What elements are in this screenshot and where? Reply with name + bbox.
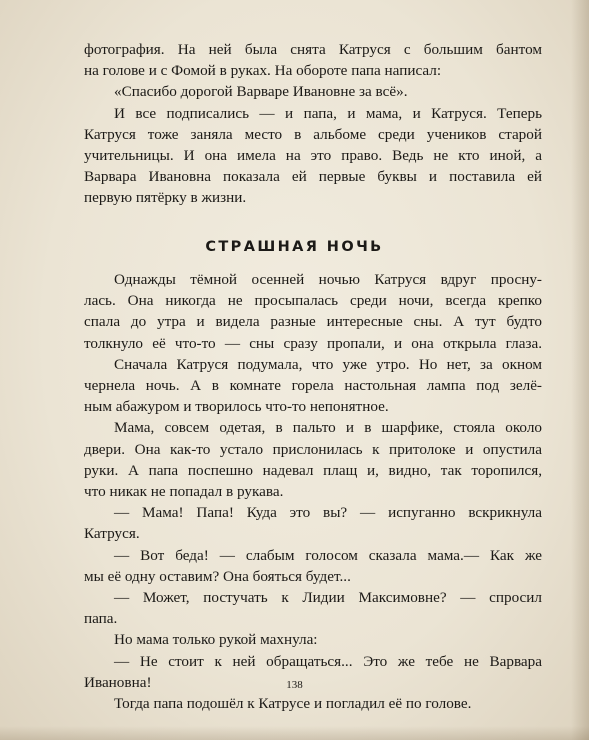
page-edge-shadow [571, 0, 589, 740]
text-line: Ивановна! [84, 673, 152, 691]
text-line: ным абажуром и творилось что-то непонятное. [84, 398, 389, 416]
text-line: «Спасибо дорогой Варваре Ивановне за всё». [114, 83, 408, 101]
text-line: фотография. На ней была снята Катруся с большим бантом [84, 41, 542, 58]
text-line: лась. Она никогда не просыпалась среди ночи, всегда крепко [84, 292, 542, 310]
page-number: 138 [286, 679, 303, 691]
page-bottom-shadow [0, 726, 589, 740]
text-line: — Может, постучать к Лидии Максимовне? — спросил [114, 589, 542, 607]
text-line: Мама, совсем одетая, в пальто и в шарфике, стояла около [114, 419, 542, 437]
text-line: — Мама! Папа! Куда это вы? — испуганно вскрикнула [114, 504, 542, 522]
chapter-title: СТРАШНАЯ НОЧЬ [205, 239, 384, 255]
text-line: чернела ночь. А в комнате горела настольная лампа под зелё- [84, 377, 542, 395]
text-line: учительницы. И она имела на это право. Ведь не кто иной, а [84, 147, 542, 165]
text-line: Однажды тёмной осенней ночью Катруся вдруг просну- [114, 271, 542, 288]
text-line: спала до утра и видела разные интересные сны. А тут будто [84, 313, 542, 331]
text-line: на голове и с Фомой в руках. На обороте папа написал: [84, 62, 442, 80]
text-line: Сначала Катруся подумала, что уже утро. Но нет, за окном [114, 355, 542, 373]
text-line: Катруся. [84, 525, 140, 543]
text-line: — Вот беда! — слабым голосом сказала мама.— Как же [114, 546, 542, 564]
text-line: Катруся тоже заняла место в альбоме среди учеников старой [84, 125, 542, 143]
intro-text-block [84, 39, 542, 209]
text-line: Тогда папа подошёл к Катрусе и погладил её по голове. [114, 695, 472, 713]
text-line: Но мама только рукой махнула: [114, 631, 318, 649]
text-line: — Не стоит к ней обращаться... Это же тебе не Варвара [114, 652, 542, 670]
text-line: папа. [84, 610, 118, 628]
text-line: руки. А папа поспешно надевал плащ и, видно, так торопился, [84, 461, 542, 479]
text-line: толкнуло её что-то — сны сразу пропали, и она открыла глаза. [84, 334, 542, 352]
text-line: двери. Она как-то устало прислонилась к притолоке и опустила [84, 440, 542, 458]
text-line: первую пятёрку в жизни. [84, 189, 247, 207]
text-line: Варвара Ивановна показала ей первые буквы и поставила ей [84, 168, 542, 186]
text-line: что никак не попадал в рукава. [84, 483, 284, 501]
story-text-block [84, 269, 542, 714]
text-line: мы её одну оставим? Она бояться будет... [84, 567, 351, 585]
text-line: И все подписались — и папа, и мама, и Катруся. Теперь [114, 104, 542, 122]
